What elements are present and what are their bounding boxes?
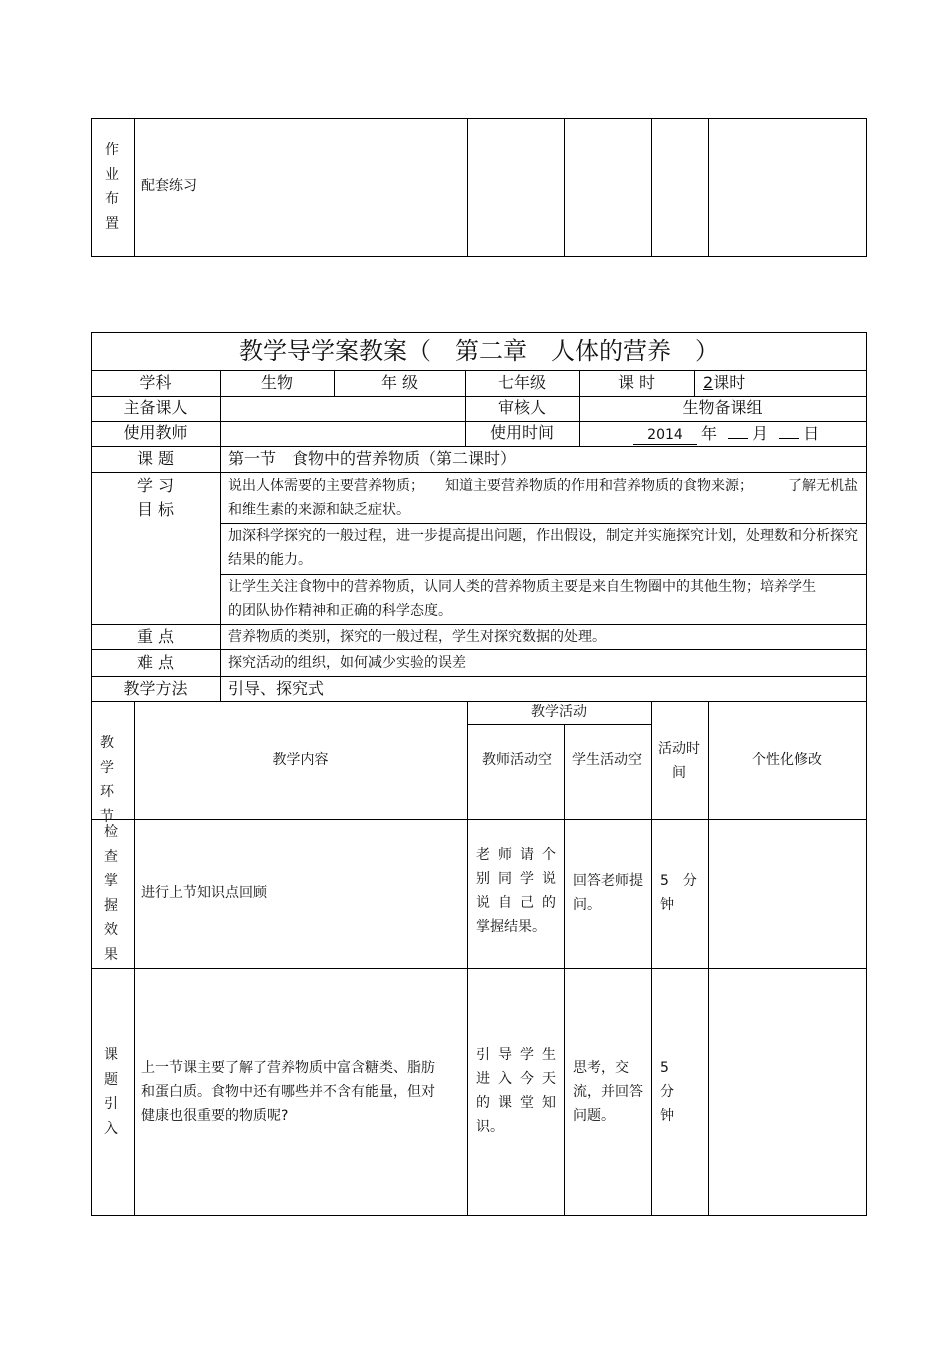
goal-item: 让学生关注食物中的营养物质，认同人类的营养物质主要是来自生物圈中的其他生物；培养学生的团队协作精神和正确的科学态度。 bbox=[228, 579, 816, 619]
preparer-label: 主备课人 bbox=[123, 398, 188, 417]
stage-cell: 课题引入 bbox=[104, 1047, 118, 1137]
homework-content: 配套练习 bbox=[141, 178, 197, 194]
table-border bbox=[467, 118, 468, 257]
subject-value: 生物 bbox=[260, 373, 293, 392]
teacher-activity-cell: 引 导 学 生 进 入 今 天 的 课 堂 知 识。 bbox=[476, 1047, 556, 1135]
year-label: 年 bbox=[701, 424, 718, 443]
hours-value bbox=[703, 371, 745, 395]
topic-label: 课 题 bbox=[136, 449, 175, 468]
goal-item: 说出人体需要的主要营养物质； 知道主要营养物质的作用和营养物质的食物来源； 了解无机盐和维生素的来源和缺乏症状。 bbox=[228, 478, 858, 518]
table-border bbox=[91, 256, 867, 257]
table-border bbox=[91, 649, 867, 650]
table-border bbox=[564, 724, 565, 1216]
table-border bbox=[134, 118, 135, 257]
table-border bbox=[91, 968, 867, 969]
goal-item: 加深科学探究的一般过程，进一步提高提出问题，作出假设，制定并实施探究计划，处理数和分析探究结果的能力。 bbox=[228, 528, 858, 568]
hours-number: 2 bbox=[703, 373, 714, 392]
table-border bbox=[651, 118, 652, 257]
table-border bbox=[467, 701, 468, 1216]
hours-label: 课 时 bbox=[617, 373, 656, 392]
header-personalize: 个性化修改 bbox=[752, 752, 822, 768]
usage-date bbox=[633, 422, 819, 446]
table-border bbox=[866, 118, 867, 257]
header-teacher-activity: 教师活动空 bbox=[482, 752, 552, 768]
grade-value: 七年级 bbox=[497, 373, 546, 392]
hours-unit: 课时 bbox=[713, 373, 746, 392]
day-label: 日 bbox=[803, 424, 820, 443]
teacher-activity-cell: 老 师 请 个 别 同 学 说 说 自 己 的 掌握结果。 bbox=[476, 847, 556, 935]
difficulties-value: 探究活动的组织，如何减少实验的误差 bbox=[228, 655, 466, 671]
header-content: 教学内容 bbox=[272, 752, 329, 768]
table-border bbox=[134, 701, 135, 1216]
table-border bbox=[220, 370, 221, 701]
month-label: 月 bbox=[752, 424, 769, 443]
month-blank bbox=[728, 438, 748, 439]
homework-label: 作业布置 bbox=[105, 142, 119, 232]
key-points-value: 营养物质的类别，探究的一般过程，学生对探究数据的处理。 bbox=[228, 629, 606, 645]
table-border bbox=[708, 701, 709, 1216]
header-activity: 教学活动 bbox=[531, 704, 587, 720]
table-border bbox=[866, 332, 867, 1216]
table-border bbox=[564, 118, 565, 257]
method-value: 引导、探究式 bbox=[228, 679, 325, 698]
content-cell: 进行上节知识点回顾 bbox=[141, 885, 267, 901]
reviewer-value: 生物备课组 bbox=[682, 398, 763, 417]
header-student-activity: 学生活动空 bbox=[572, 752, 642, 768]
table-border bbox=[467, 724, 652, 725]
goals-label-line1: 学 习 bbox=[136, 476, 175, 495]
table-border bbox=[91, 472, 867, 473]
table-border bbox=[91, 118, 92, 257]
table-border bbox=[708, 118, 709, 257]
teacher-label: 使用教师 bbox=[123, 423, 188, 442]
subject-label: 学科 bbox=[139, 373, 172, 392]
topic-value: 第一节 食物中的营养物质（第二课时） bbox=[228, 449, 517, 468]
stage-cell: 检查掌握效果 bbox=[104, 824, 118, 963]
grade-label: 年 级 bbox=[380, 373, 419, 392]
reviewer-label: 审核人 bbox=[497, 398, 546, 417]
table-border bbox=[91, 819, 867, 820]
usage-time-label: 使用时间 bbox=[489, 423, 554, 442]
difficulties-label: 难 点 bbox=[136, 653, 175, 672]
content-cell: 上一节课主要了解了营养物质中富含糖类、脂肪和蛋白质。食物中还有哪些并不含有能量，但对健康也很重要的物质呢? bbox=[141, 1060, 435, 1124]
header-stage: 教学环节 bbox=[100, 735, 114, 825]
table-border bbox=[91, 1215, 867, 1216]
page-title: 教学导学案教案（ 第二章 人体的营养 ） bbox=[239, 337, 719, 365]
student-activity-cell: 回答老师提问。 bbox=[573, 873, 643, 913]
goals-label-line2: 目 标 bbox=[136, 500, 175, 519]
year-value: 2014 bbox=[633, 426, 697, 445]
table-border bbox=[694, 370, 695, 396]
table-border bbox=[91, 118, 867, 119]
header-duration: 活动时间 bbox=[658, 741, 700, 781]
table-border bbox=[651, 701, 652, 1216]
key-points-label: 重 点 bbox=[136, 627, 175, 646]
duration-cell: 5 分钟 bbox=[660, 1060, 674, 1124]
day-blank bbox=[779, 438, 799, 439]
method-label: 教学方法 bbox=[123, 679, 188, 698]
student-activity-cell: 思考，交流，并回答问题。 bbox=[573, 1060, 643, 1124]
duration-cell: 5 分钟 bbox=[660, 873, 697, 913]
